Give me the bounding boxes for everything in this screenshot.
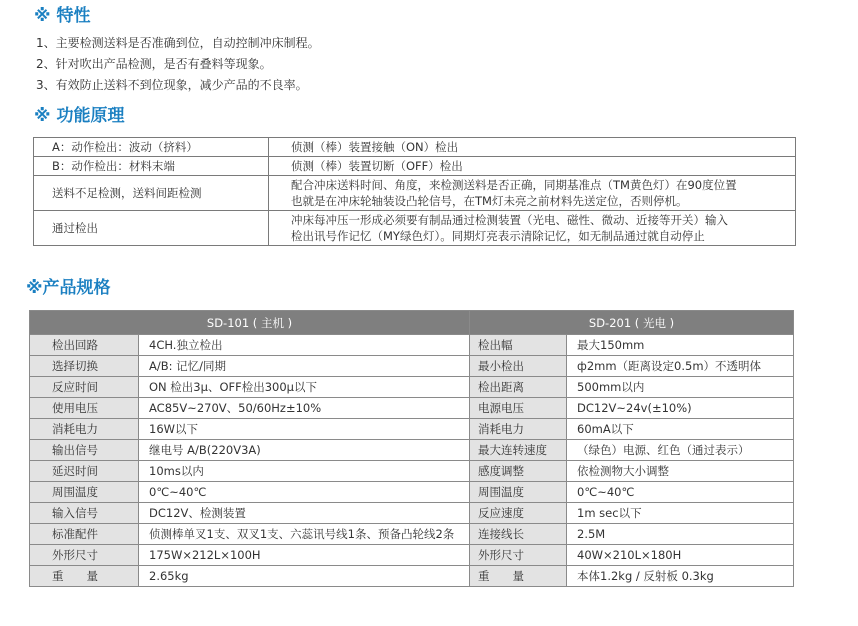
spec-key-left: 标准配件	[30, 524, 139, 545]
spec-value-left: 侦测棒单叉1支、双叉1支、六蕊讯号线1条、预备凸轮线2条	[139, 524, 470, 545]
function-value-line: 也就是在冲床轮轴装设凸轮信号，在TM灯未亮之前材料先送定位，否则停机。	[291, 194, 688, 208]
function-value-line: 侦测（棒）装置切断（OFF）检出	[291, 159, 463, 173]
table-row	[34, 211, 796, 246]
table-row	[30, 461, 794, 482]
table-row	[30, 566, 794, 587]
spec-key-left: 选择切换	[30, 356, 139, 377]
spec-key-right: 周围温度	[470, 482, 567, 503]
feature-item: 3、有效防止送料不到位现象，减少产品的不良率。	[36, 78, 308, 92]
spec-value-right: （绿色）电源、红色（通过表示）	[567, 440, 794, 461]
table-row	[30, 524, 794, 545]
spec-value-right: 500mm以内	[567, 377, 794, 398]
spec-value-right: 40W×210L×180H	[567, 545, 794, 566]
spec-header-right: SD-201 ( 光电 )	[470, 311, 794, 335]
function-value	[269, 176, 796, 211]
spec-key-left: 输出信号	[30, 440, 139, 461]
spec-value-left: DC12V、检测装置	[139, 503, 470, 524]
spec-key-left: 延迟时间	[30, 461, 139, 482]
spec-key-left: 反应时间	[30, 377, 139, 398]
spec-key-left: 检出回路	[30, 335, 139, 356]
function-value	[269, 157, 796, 176]
spec-key-right: 重 量	[470, 566, 567, 587]
spec-value-left: 2.65kg	[139, 566, 470, 587]
function-value-line: 配合冲床送料时间、角度，来检测送料是否正确，同期基准点（TM黄色灯）在90度位置	[291, 178, 737, 192]
spec-value-right: 2.5M	[567, 524, 794, 545]
function-principle-title: ※ 功能原理	[34, 106, 125, 126]
table-row	[34, 176, 796, 211]
table-row	[30, 419, 794, 440]
spec-key-right: 外形尺寸	[470, 545, 567, 566]
spec-header-row	[30, 311, 794, 335]
spec-value-right: 依检测物大小调整	[567, 461, 794, 482]
spec-value-right: 最大150mm	[567, 335, 794, 356]
product-spec-table	[29, 310, 794, 587]
spec-key-right: 最大连转速度	[470, 440, 567, 461]
spec-value-left: 4CH.独立检出	[139, 335, 470, 356]
table-row	[34, 138, 796, 157]
spec-key-right: 检出幅	[470, 335, 567, 356]
spec-key-right: 检出距离	[470, 377, 567, 398]
spec-header-left: SD-101 ( 主机 )	[30, 311, 470, 335]
table-row	[30, 545, 794, 566]
function-key: 送料不足检测，送料间距检测	[34, 176, 269, 211]
spec-key-left: 消耗电力	[30, 419, 139, 440]
spec-value-left: 0℃~40℃	[139, 482, 470, 503]
function-value	[269, 211, 796, 246]
spec-value-left: AC85V~270V、50/60Hz±10%	[139, 398, 470, 419]
table-row	[30, 482, 794, 503]
table-row	[30, 440, 794, 461]
table-row	[30, 503, 794, 524]
spec-value-right: DC12V~24v(±10%)	[567, 398, 794, 419]
function-principle-table	[33, 137, 796, 246]
function-value-line: 检出讯号作记忆（MY绿色灯）。同期灯亮表示清除记忆，如无制品通过就自动停止	[291, 229, 705, 243]
spec-value-right: 本体1.2kg / 反射板 0.3kg	[567, 566, 794, 587]
spec-value-left: ON 检出3μ、OFF检出300μ以下	[139, 377, 470, 398]
spec-key-left: 使用电压	[30, 398, 139, 419]
spec-value-right: 60mA以下	[567, 419, 794, 440]
table-row	[30, 335, 794, 356]
function-key: B：动作检出：材料末端	[34, 157, 269, 176]
spec-key-right: 反应速度	[470, 503, 567, 524]
feature-item: 1、主要检测送料是否准确到位，自动控制冲床制程。	[36, 36, 320, 50]
spec-key-right: 电源电压	[470, 398, 567, 419]
function-key: 通过检出	[34, 211, 269, 246]
function-value-line: 侦测（棒）装置接触（ON）检出	[291, 140, 459, 154]
spec-value-left: 继电号 A/B(220V3A)	[139, 440, 470, 461]
features-title: ※ 特性	[34, 6, 91, 26]
spec-value-left: 16W以下	[139, 419, 470, 440]
spec-key-left: 输入信号	[30, 503, 139, 524]
spec-key-left: 周围温度	[30, 482, 139, 503]
function-value-line: 冲床每冲压一形成必须要有制品通过检测装置（光电、磁性、微动、近接等开关）输入	[291, 213, 728, 227]
spec-value-right: 1m sec以下	[567, 503, 794, 524]
function-value	[269, 138, 796, 157]
spec-key-right: 连接线长	[470, 524, 567, 545]
spec-key-right: 最小检出	[470, 356, 567, 377]
spec-key-left: 外形尺寸	[30, 545, 139, 566]
spec-key-right: 消耗电力	[470, 419, 567, 440]
spec-key-left: 重 量	[30, 566, 139, 587]
table-row	[30, 377, 794, 398]
feature-item: 2、针对吹出产品检测，是否有叠料等现象。	[36, 57, 272, 71]
spec-key-right: 感度调整	[470, 461, 567, 482]
spec-value-left: 175W×212L×100H	[139, 545, 470, 566]
table-row	[30, 398, 794, 419]
table-row	[34, 157, 796, 176]
function-key: A：动作检出：波动（挤料）	[34, 138, 269, 157]
spec-value-right: 0℃~40℃	[567, 482, 794, 503]
product-spec-title: ※产品规格	[26, 278, 111, 298]
table-row	[30, 356, 794, 377]
spec-value-left: 10ms以内	[139, 461, 470, 482]
spec-value-right: ф2mm（距离设定0.5m）不透明体	[567, 356, 794, 377]
spec-value-left: A/B: 记忆/同期	[139, 356, 470, 377]
